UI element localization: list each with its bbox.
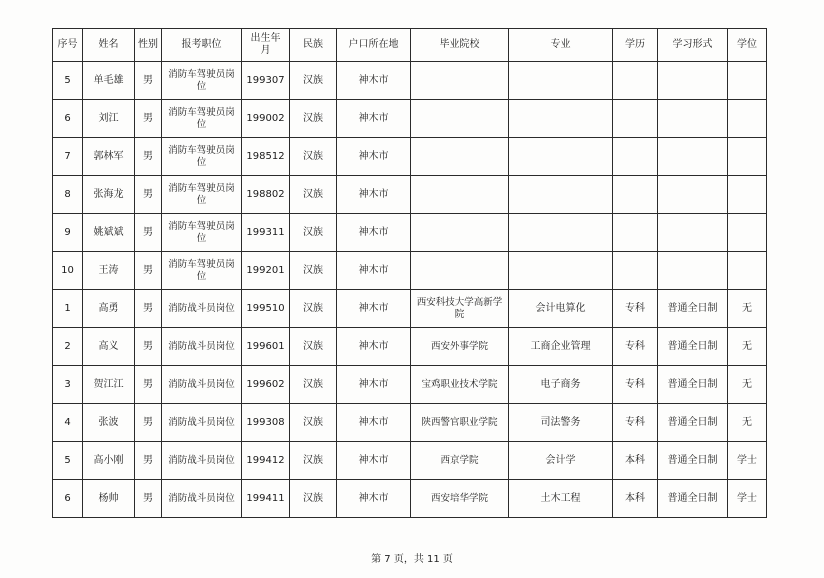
header-no: 序号: [53, 29, 83, 62]
header-mode: 学习形式: [658, 29, 728, 62]
cell-sex: 男: [135, 404, 162, 442]
cell-major: 电子商务: [509, 366, 613, 404]
cell-ethnic: 汉族: [290, 214, 337, 252]
cell-degree: [728, 138, 767, 176]
cell-hukou: 神木市: [337, 138, 411, 176]
cell-school: 西安培华学院: [411, 480, 509, 518]
cell-ethnic: 汉族: [290, 290, 337, 328]
cell-edu: [613, 252, 658, 290]
cell-edu: 专科: [613, 290, 658, 328]
cell-sex: 男: [135, 480, 162, 518]
cell-hukou: 神木市: [337, 214, 411, 252]
cell-edu: 本科: [613, 480, 658, 518]
cell-no: 3: [53, 366, 83, 404]
table-row: [53, 100, 767, 138]
cell-no: 10: [53, 252, 83, 290]
cell-birth: 199201: [242, 252, 290, 290]
cell-major: 会计学: [509, 442, 613, 480]
cell-major: [509, 252, 613, 290]
cell-mode: 普通全日制: [658, 442, 728, 480]
cell-name: 张海龙: [83, 176, 135, 214]
table-row: [53, 480, 767, 518]
table-header-row: [53, 29, 767, 62]
table-row: [53, 62, 767, 100]
cell-major: 司法警务: [509, 404, 613, 442]
cell-edu: 专科: [613, 404, 658, 442]
cell-major: 工商企业管理: [509, 328, 613, 366]
cell-no: 5: [53, 442, 83, 480]
cell-ethnic: 汉族: [290, 442, 337, 480]
cell-ethnic: 汉族: [290, 480, 337, 518]
header-hukou: 户口所在地: [337, 29, 411, 62]
cell-mode: 普通全日制: [658, 366, 728, 404]
cell-hukou: 神木市: [337, 366, 411, 404]
cell-mode: 普通全日制: [658, 328, 728, 366]
cell-name: 王涛: [83, 252, 135, 290]
cell-birth: 198802: [242, 176, 290, 214]
cell-degree: [728, 62, 767, 100]
cell-no: 2: [53, 328, 83, 366]
cell-sex: 男: [135, 176, 162, 214]
cell-sex: 男: [135, 100, 162, 138]
cell-degree: [728, 176, 767, 214]
table-row: [53, 328, 767, 366]
cell-major: 土木工程: [509, 480, 613, 518]
header-position: 报考职位: [162, 29, 242, 62]
cell-birth: 199311: [242, 214, 290, 252]
cell-school: [411, 62, 509, 100]
cell-mode: [658, 176, 728, 214]
cell-ethnic: 汉族: [290, 252, 337, 290]
cell-no: 6: [53, 480, 83, 518]
cell-school: 陕西警官职业学院: [411, 404, 509, 442]
cell-ethnic: 汉族: [290, 138, 337, 176]
cell-school: 西安外事学院: [411, 328, 509, 366]
cell-sex: 男: [135, 214, 162, 252]
page-footer: 第 7 页，共 11 页: [371, 554, 453, 565]
cell-school: 西京学院: [411, 442, 509, 480]
cell-mode: [658, 252, 728, 290]
cell-name: 杨帅: [83, 480, 135, 518]
cell-edu: [613, 176, 658, 214]
cell-name: 高义: [83, 328, 135, 366]
cell-position: 消防战斗员岗位: [162, 290, 242, 328]
cell-hukou: 神木市: [337, 100, 411, 138]
cell-position: 消防车驾驶员岗位: [162, 138, 242, 176]
cell-name: 姚斌斌: [83, 214, 135, 252]
table-row: [53, 404, 767, 442]
cell-position: 消防战斗员岗位: [162, 480, 242, 518]
cell-degree: [728, 214, 767, 252]
cell-sex: 男: [135, 62, 162, 100]
cell-school: [411, 214, 509, 252]
cell-mode: [658, 138, 728, 176]
cell-name: 高小刚: [83, 442, 135, 480]
cell-edu: [613, 62, 658, 100]
cell-birth: 199602: [242, 366, 290, 404]
cell-major: [509, 62, 613, 100]
cell-birth: 199307: [242, 62, 290, 100]
cell-name: 高勇: [83, 290, 135, 328]
cell-school: [411, 138, 509, 176]
header-school: 毕业院校: [411, 29, 509, 62]
cell-mode: [658, 214, 728, 252]
table-row: [53, 138, 767, 176]
cell-sex: 男: [135, 328, 162, 366]
cell-birth: 198512: [242, 138, 290, 176]
cell-position: 消防车驾驶员岗位: [162, 252, 242, 290]
cell-hukou: 神木市: [337, 62, 411, 100]
cell-degree: 无: [728, 290, 767, 328]
cell-birth: 199412: [242, 442, 290, 480]
cell-major: 会计电算化: [509, 290, 613, 328]
cell-edu: 专科: [613, 366, 658, 404]
cell-major: [509, 100, 613, 138]
cell-degree: 无: [728, 366, 767, 404]
cell-mode: [658, 100, 728, 138]
cell-name: 贺江江: [83, 366, 135, 404]
cell-birth: 199002: [242, 100, 290, 138]
cell-birth: 199411: [242, 480, 290, 518]
cell-hukou: 神木市: [337, 442, 411, 480]
cell-hukou: 神木市: [337, 480, 411, 518]
cell-degree: 无: [728, 328, 767, 366]
table-row: [53, 366, 767, 404]
cell-no: 9: [53, 214, 83, 252]
cell-edu: 专科: [613, 328, 658, 366]
cell-position: 消防战斗员岗位: [162, 328, 242, 366]
table-row: [53, 442, 767, 480]
cell-school: [411, 252, 509, 290]
cell-hukou: 神木市: [337, 252, 411, 290]
applicant-table: [52, 28, 767, 518]
cell-school: 宝鸡职业技术学院: [411, 366, 509, 404]
header-name: 姓名: [83, 29, 135, 62]
cell-name: 郭林军: [83, 138, 135, 176]
cell-name: 刘江: [83, 100, 135, 138]
cell-edu: [613, 214, 658, 252]
cell-hukou: 神木市: [337, 328, 411, 366]
table-row: [53, 176, 767, 214]
cell-position: 消防车驾驶员岗位: [162, 176, 242, 214]
table-body: [53, 62, 767, 518]
cell-position: 消防战斗员岗位: [162, 442, 242, 480]
cell-mode: 普通全日制: [658, 480, 728, 518]
cell-no: 5: [53, 62, 83, 100]
cell-edu: 本科: [613, 442, 658, 480]
cell-degree: [728, 252, 767, 290]
cell-birth: 199510: [242, 290, 290, 328]
cell-degree: [728, 100, 767, 138]
cell-mode: 普通全日制: [658, 290, 728, 328]
header-ethnic: 民族: [290, 29, 337, 62]
cell-school: 西安科技大学高新学院: [411, 290, 509, 328]
cell-birth: 199308: [242, 404, 290, 442]
cell-hukou: 神木市: [337, 404, 411, 442]
cell-ethnic: 汉族: [290, 366, 337, 404]
cell-sex: 男: [135, 290, 162, 328]
cell-position: 消防战斗员岗位: [162, 404, 242, 442]
cell-name: 张波: [83, 404, 135, 442]
cell-degree: 学士: [728, 442, 767, 480]
cell-hukou: 神木市: [337, 290, 411, 328]
cell-no: 1: [53, 290, 83, 328]
table-row: [53, 214, 767, 252]
cell-major: [509, 138, 613, 176]
cell-ethnic: 汉族: [290, 176, 337, 214]
cell-degree: 无: [728, 404, 767, 442]
cell-ethnic: 汉族: [290, 62, 337, 100]
header-degree: 学位: [728, 29, 767, 62]
table-row: [53, 290, 767, 328]
cell-position: 消防战斗员岗位: [162, 366, 242, 404]
cell-birth: 199601: [242, 328, 290, 366]
cell-school: [411, 176, 509, 214]
cell-sex: 男: [135, 252, 162, 290]
cell-position: 消防车驾驶员岗位: [162, 62, 242, 100]
cell-mode: [658, 62, 728, 100]
cell-no: 8: [53, 176, 83, 214]
cell-major: [509, 176, 613, 214]
cell-hukou: 神木市: [337, 176, 411, 214]
cell-mode: 普通全日制: [658, 404, 728, 442]
header-sex: 性别: [135, 29, 162, 62]
header-edu: 学历: [613, 29, 658, 62]
cell-sex: 男: [135, 138, 162, 176]
cell-ethnic: 汉族: [290, 328, 337, 366]
table-row: [53, 252, 767, 290]
cell-edu: [613, 100, 658, 138]
cell-name: 单毛雄: [83, 62, 135, 100]
cell-sex: 男: [135, 442, 162, 480]
cell-no: 4: [53, 404, 83, 442]
cell-no: 6: [53, 100, 83, 138]
header-birth: 出生年月: [242, 29, 290, 62]
cell-degree: 学士: [728, 480, 767, 518]
header-major: 专业: [509, 29, 613, 62]
cell-position: 消防车驾驶员岗位: [162, 214, 242, 252]
cell-school: [411, 100, 509, 138]
cell-ethnic: 汉族: [290, 404, 337, 442]
cell-sex: 男: [135, 366, 162, 404]
cell-edu: [613, 138, 658, 176]
cell-position: 消防车驾驶员岗位: [162, 100, 242, 138]
cell-ethnic: 汉族: [290, 100, 337, 138]
cell-no: 7: [53, 138, 83, 176]
cell-major: [509, 214, 613, 252]
